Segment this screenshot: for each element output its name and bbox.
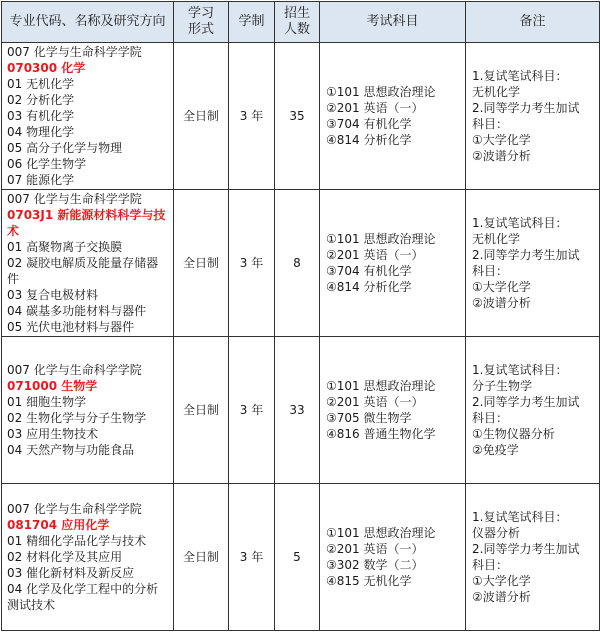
note-line: 1.复试笔试科目： [472, 510, 568, 524]
note-cell [466, 337, 600, 484]
exam-subject: ②201 英语（一） [326, 542, 424, 556]
enrollment-quota: 33 [275, 337, 320, 484]
exam-subject: ②201 英语（一） [326, 395, 424, 409]
table-row [2, 484, 600, 631]
note-line: 1.复试笔试科目： [472, 363, 568, 377]
note-cell [466, 484, 600, 631]
note-line: ②波谱分析 [472, 149, 531, 163]
study-mode: 全日制 [174, 190, 229, 337]
note-line: ②波谱分析 [472, 296, 531, 310]
major-cell [2, 190, 174, 337]
research-direction: 01 无机化学 [7, 77, 75, 91]
major-cell [2, 337, 174, 484]
admissions-table [1, 1, 600, 631]
exam-subject: ②201 英语（一） [326, 248, 424, 262]
research-direction: 01 细胞生物学 [7, 395, 87, 409]
research-direction: 01 高聚物离子交换膜 [7, 240, 123, 254]
department-name: 007 化学与生命科学学院 [7, 45, 142, 59]
exam-cell [320, 190, 466, 337]
exam-subject: ①101 思想政治理论 [326, 232, 436, 246]
research-direction: 03 复合电极材料 [7, 288, 99, 302]
note-line: ②免疫学 [472, 443, 519, 457]
study-years: 3 年 [229, 43, 275, 190]
note-line: 2.同等学力考生加试 [472, 248, 580, 262]
exam-cell [320, 43, 466, 190]
research-direction: 02 材料化学及其应用 [7, 550, 123, 564]
department-name: 007 化学与生命科学学院 [7, 502, 142, 516]
research-direction: 05 高分子化学与物理 [7, 141, 123, 155]
research-direction: 04 物理化学 [7, 125, 75, 139]
major-code-name: 070300 化学 [7, 61, 86, 75]
table-row [2, 43, 600, 190]
exam-subject: ①101 思想政治理论 [326, 85, 436, 99]
study-mode: 全日制 [174, 43, 229, 190]
exam-subject: ④814 分析化学 [326, 133, 412, 147]
enrollment-quota: 8 [275, 190, 320, 337]
note-line: 仪器分析 [472, 526, 521, 540]
note-line: 2.同等学力考生加试 [472, 395, 580, 409]
study-years: 3 年 [229, 484, 275, 631]
exam-cell [320, 484, 466, 631]
research-direction: 05 光伏电池材料与器件 [7, 320, 135, 334]
table-row [2, 190, 600, 337]
note-cell [466, 43, 600, 190]
header-years: 学制 [229, 2, 275, 43]
note-line: 无机化学 [472, 85, 521, 99]
note-line: 1.复试笔试科目： [472, 216, 568, 230]
research-direction: 03 有机化学 [7, 109, 75, 123]
note-line: ①生物仪器分析 [472, 427, 555, 441]
major-code-name: 071000 生物学 [7, 379, 98, 393]
note-line: 分子生物学 [472, 379, 533, 393]
study-mode: 全日制 [174, 484, 229, 631]
research-direction: 04 天然产物与功能食品 [7, 443, 135, 457]
study-years: 3 年 [229, 190, 275, 337]
note-line: ①大学化学 [472, 574, 531, 588]
research-direction: 02 凝胶电解质及能量存储器件 [7, 256, 159, 286]
research-direction: 03 催化新材料及新反应 [7, 566, 135, 580]
header-quota: 招生 人数 [275, 2, 320, 43]
header-notes: 备注 [466, 2, 600, 43]
major-code-name: 0703J1 新能源材料科学与技术 [7, 208, 166, 238]
exam-subject: ④815 无机化学 [326, 574, 412, 588]
research-direction: 01 精细化学品化学与技术 [7, 534, 147, 548]
table-header-row [2, 2, 600, 43]
research-direction: 07 能源化学 [7, 173, 75, 187]
note-line: 科目： [472, 411, 509, 425]
exam-subject: ①101 思想政治理论 [326, 379, 436, 393]
note-line: 科目： [472, 264, 509, 278]
study-years: 3 年 [229, 337, 275, 484]
note-line: 科目： [472, 558, 509, 572]
exam-subject: ③705 微生物学 [326, 411, 412, 425]
note-line: ①大学化学 [472, 280, 531, 294]
exam-subject: ②201 英语（一） [326, 101, 424, 115]
note-line: ②波谱分析 [472, 590, 531, 604]
major-cell [2, 43, 174, 190]
note-cell [466, 190, 600, 337]
research-direction: 03 应用生物技术 [7, 427, 99, 441]
enrollment-quota: 5 [275, 484, 320, 631]
major-code-name: 081704 应用化学 [7, 518, 110, 532]
research-direction: 02 生物化学与分子生物学 [7, 411, 147, 425]
exam-subject: ④816 普通生物化学 [326, 427, 436, 441]
research-direction: 06 化学生物学 [7, 157, 87, 171]
major-cell [2, 484, 174, 631]
exam-subject: ③704 有机化学 [326, 264, 412, 278]
research-direction: 02 分析化学 [7, 93, 75, 107]
department-name: 007 化学与生命科学学院 [7, 192, 142, 206]
exam-subject: ③704 有机化学 [326, 117, 412, 131]
table-row [2, 337, 600, 484]
study-mode: 全日制 [174, 337, 229, 484]
note-line: ①大学化学 [472, 133, 531, 147]
department-name: 007 化学与生命科学学院 [7, 363, 142, 377]
note-line: 科目： [472, 117, 509, 131]
note-line: 无机化学 [472, 232, 521, 246]
exam-subject: ④814 分析化学 [326, 280, 412, 294]
note-line: 2.同等学力考生加试 [472, 101, 580, 115]
exam-cell [320, 337, 466, 484]
note-line: 2.同等学力考生加试 [472, 542, 580, 556]
header-exam: 考试科目 [320, 2, 466, 43]
enrollment-quota: 35 [275, 43, 320, 190]
research-direction: 04 碳基多功能材料与器件 [7, 304, 147, 318]
note-line: 1.复试笔试科目： [472, 69, 568, 83]
header-major: 专业代码、名称及研究方向 [2, 2, 174, 43]
exam-subject: ③302 数学（二） [326, 558, 424, 572]
research-direction: 04 化学及化学工程中的分析测试技术 [7, 582, 159, 612]
header-mode: 学习 形式 [174, 2, 229, 43]
exam-subject: ①101 思想政治理论 [326, 526, 436, 540]
